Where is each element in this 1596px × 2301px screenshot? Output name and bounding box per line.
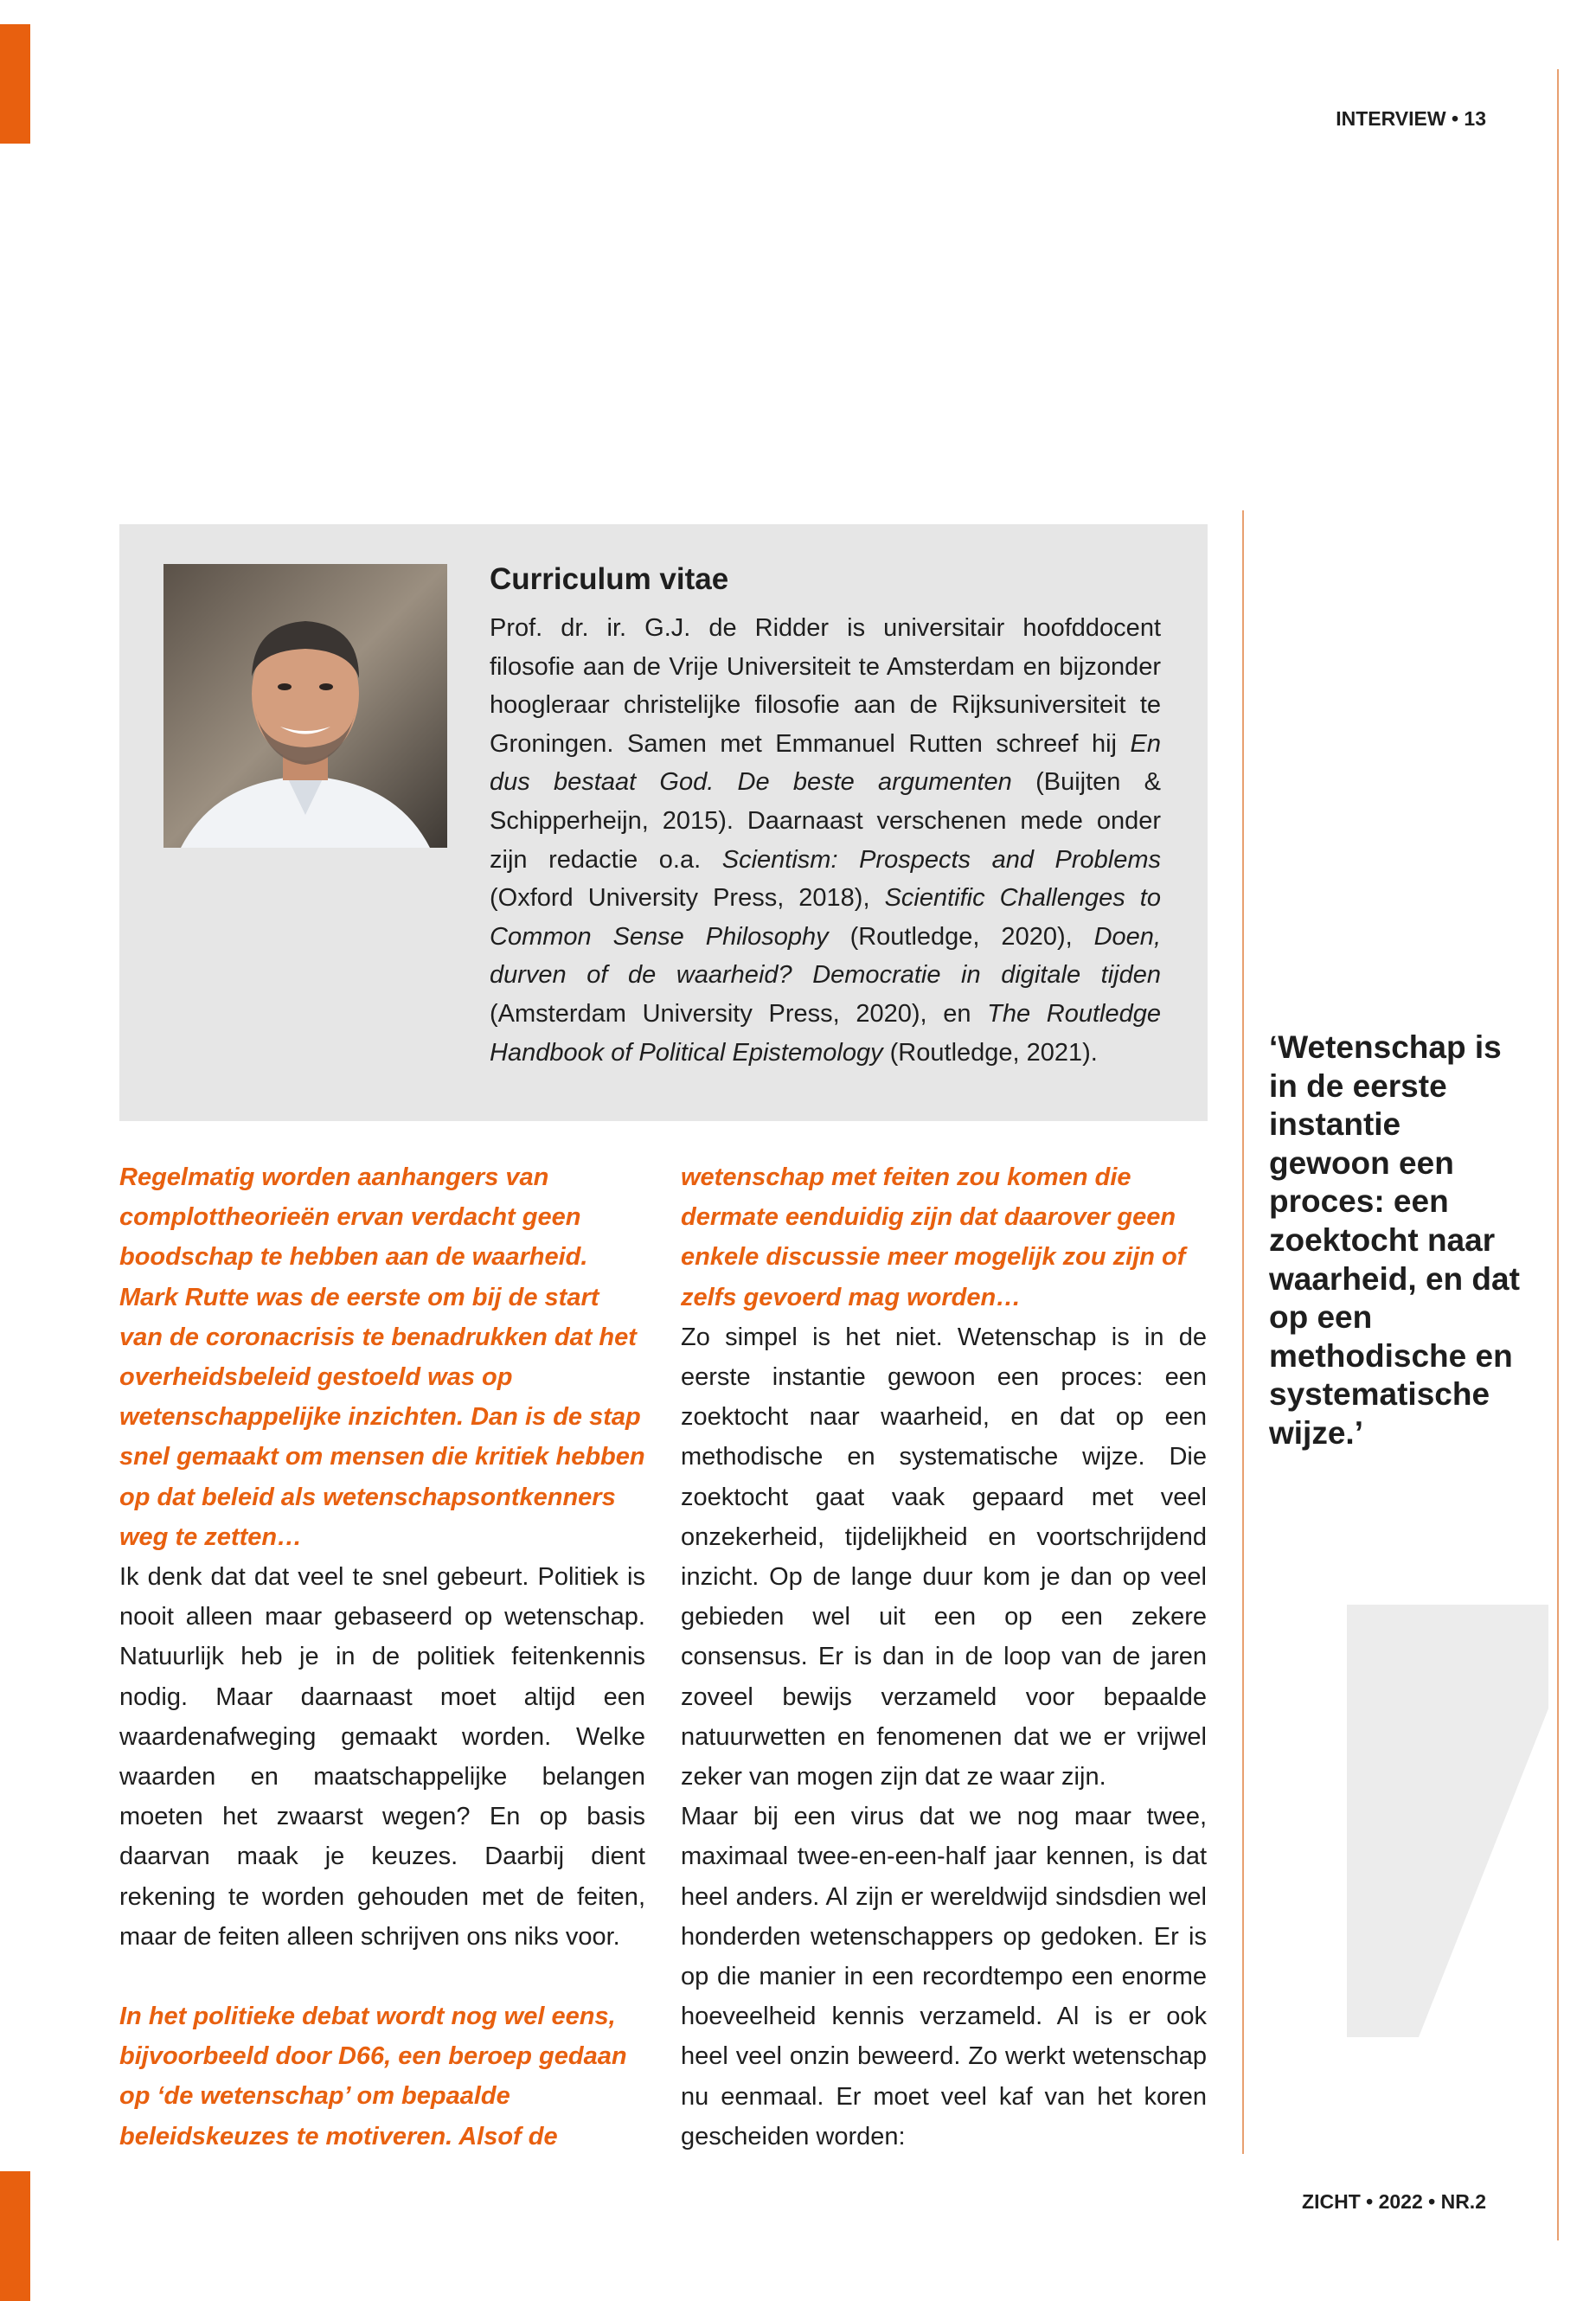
cv-book-title: Scientific Challenges to Common Sense Philosophy [490,884,1161,951]
bottom-accent-bar [0,2171,30,2301]
left-column [119,1157,645,2157]
sidebar-rule [1242,510,1244,2154]
cv-text-segment: (Amsterdam University Press, 2020), en [490,999,988,1028]
cv-body [490,609,1161,1072]
cv-book-title: The Routledge Handbook of Political Epistemology [490,999,1161,1067]
question-1: Regelmatig worden aanhangers van complottheorieën ervan verdacht geen boodschap te hebben aan de waarheid. Mark Rutte was de eerste om bij de start van de coronacrisis te benadrukken dat het overheidsbeleid gestoeld was op wetenschappelijke inzichten. Dan is de stap snel gemaakt om mensen die kritiek hebben op dat beleid als wetenschapsontkenners weg te zetten… [119,1163,645,1551]
top-accent-bar [0,24,30,144]
decorative-z-shape [1332,1605,1566,2089]
cv-book-title: En dus bestaat God. De beste argumenten [490,729,1161,797]
cv-title: Curriculum vitae [490,562,729,596]
answer-1: Ik denk dat dat veel te snel gebeurt. Politiek is nooit alleen maar gebaseerd op wetenschap. Natuurlijk heb je in de politiek feitenkennis nodig. Maar daarnaast moet altijd een waardenafweging gemaakt worden. Welke waarden en maatschappelijke belangen moeten het zwaarst wegen? En op basis daarvan maak je keuzes. Daarbij dient rekening te worden gehouden met de feiten, maar de feiten alleen schrijven ons niks voor. [119,1563,645,1951]
cv-text-segment: (Routledge, 2020), [828,922,1094,951]
cv-book-title: Scientism: Prospects and Problems [721,845,1161,874]
portrait-photo [163,564,447,848]
answer-2a: Zo simpel is het niet. Wetenschap is in de eerste instantie gewoon een proces: een zoektocht naar waarheid, en dat op een methodische en systematische wijze. Die zoektocht gaat vaak gepaard met veel onzekerheid, tijdelijkheid en voortschrijdend inzicht. Op de lange duur kom je dan op veel gebieden wel uit een op een zekere consensus. Er is dan in de loop van de jaren zoveel bewijs verzameld voor bepaalde natuurwetten en fenomenen dat we er vrijwel zeker van mogen zijn dat ze waar zijn. [681,1323,1207,1791]
cv-text-segment: Prof. dr. ir. G.J. de Ridder is universitair hoofddocent filosofie aan de Vrije Universiteit te Amsterdam en bijzonder hoogleraar christelijke filosofie aan de Rijksuniversiteit te Groningen. Samen met Emmanuel Rutten schreef hij [490,614,1161,758]
spacer [119,1957,645,1997]
answer-2b: Maar bij een virus dat we nog maar twee, maximaal twee-en-een-half jaar kennen, is dat heel anders. Al zijn er wereldwijd sindsdien wel honderden wetenschappers op gedoken. Er is op die manier in een recordtempo een enorme hoeveelheid kennis verzameld. Al is er ook heel veel onzin beweerd. Zo werkt wetenschap nu eenmaal. Er moet veel kaf van het koren gescheiden worden: [681,1803,1207,2150]
cv-text-segment: (Oxford University Press, 2018), [490,884,885,913]
question-2-continued: wetenschap met feiten zou komen die dermate eenduidig zijn dat daarover geen enkele discussie meer mogelijk zou zijn of zelfs gevoerd mag worden… [681,1163,1186,1311]
cv-text-segment: (Buijten & Schipperheijn, 2015). Daarnaast verschenen mede onder zijn redactie o.a. [490,768,1161,874]
cv-book-title: Doen, durven of de waarheid? Democratie in digitale tijden [490,922,1161,990]
right-column [681,1157,1207,2157]
pull-quote: ‘Wetenschap is in de eerste instantie gewoon een proces: een zoektocht naar waarheid, en dat op een methodische en systematische wijze.’ [1269,1029,1520,1451]
cv-panel [490,562,1161,1072]
running-foot: ZICHT • 2022 • NR.2 [1302,2190,1486,2213]
running-head: INTERVIEW • 13 [1336,107,1486,130]
question-2: In het politieke debat wordt nog wel eens, bijvoorbeeld door D66, een beroep gedaan op ‘de wetenschap’ om bepaalde beleidskeuzes te motiveren. Alsof de [119,2003,627,2150]
cv-text-segment: (Routledge, 2021). [882,1038,1098,1067]
